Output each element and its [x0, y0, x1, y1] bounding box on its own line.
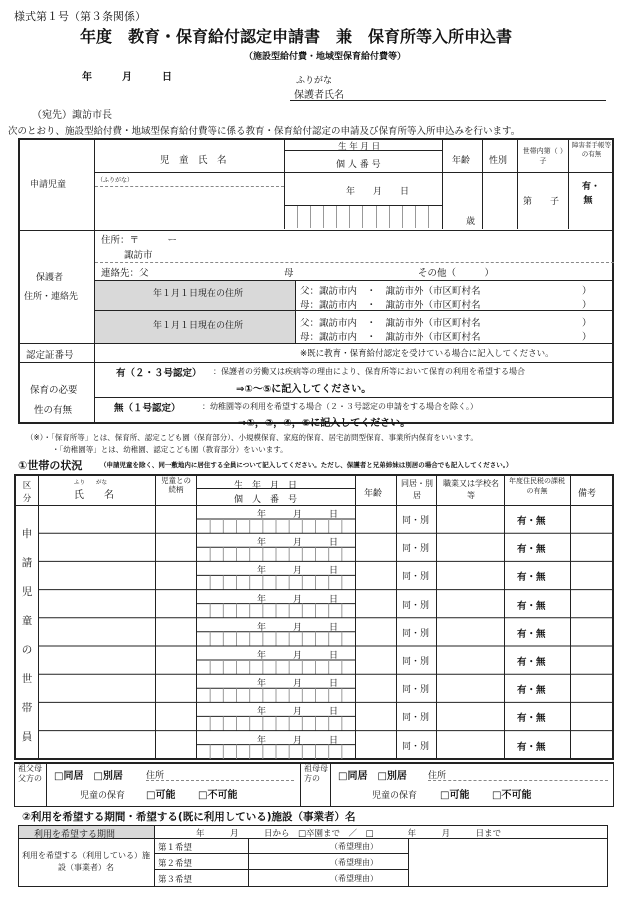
child-id-header: 個 人 番 号	[336, 160, 381, 170]
disability-header: 障害者手帳等の有無	[572, 141, 611, 158]
note-youchien: ・「幼稚園等」とは、幼稚園、認定こども園（教育部分）をいいます。	[52, 445, 288, 454]
row-cohabit[interactable]: 同・別	[402, 544, 430, 555]
grandf-address-field[interactable]	[146, 780, 294, 781]
household-heading-note: （申請児童を除く、同一敷地内に居住する全員について記入してください。ただし、保護者と兄弟姉妹は別居の場合でも記入してください。）	[100, 461, 513, 469]
facility-label: 利用を希望する（利用している）施設（事業者）名	[22, 851, 150, 872]
sex-header: 性別	[489, 156, 508, 166]
row-tax[interactable]: 有・無	[517, 685, 546, 697]
guardian-label: 保護者	[36, 273, 64, 283]
child-name-header: 児 童 氏 名	[160, 155, 227, 166]
jan1-address-label-2: 年１月１日現在の住所	[153, 321, 244, 331]
child-label: 申請児童	[30, 180, 67, 190]
row-cohabit[interactable]: 同・別	[402, 572, 430, 583]
col-job: 職業又は学校名等	[443, 479, 499, 500]
household-heading: ①世帯の状況	[18, 459, 83, 472]
age-unit: 歳	[466, 217, 476, 227]
cert-number-label: 認定証番号	[26, 350, 74, 361]
col-name-furigana: ふり がな	[74, 480, 108, 486]
address-label: 住所：〒 ー	[101, 235, 178, 246]
furigana-label: ふりがな	[296, 76, 333, 86]
row-birth-date[interactable]: 年 月 日	[257, 538, 339, 549]
table-row[interactable]	[39, 674, 614, 702]
col-birth: 生 年 月 日	[234, 481, 298, 491]
wish-2-reason[interactable]: （希望理由）	[330, 858, 378, 867]
grandf-cohabit-options[interactable]: □同居 □別居	[54, 771, 123, 782]
row-cohabit[interactable]: 同・別	[402, 685, 430, 696]
grandf-care-label: 児童の保育	[80, 791, 126, 801]
col-remarks: 備考	[578, 489, 597, 499]
table-row[interactable]	[39, 533, 614, 561]
wish-3-reason[interactable]: （希望理由）	[330, 874, 378, 883]
row-birth-date[interactable]: 年 月 日	[257, 510, 339, 520]
row-tax[interactable]: 有・無	[517, 572, 546, 584]
col-name: 氏 名	[74, 490, 114, 501]
col-relation: 児童との続柄	[161, 476, 191, 494]
table-row[interactable]	[39, 618, 614, 646]
grandf-care-yes[interactable]: □可能	[146, 790, 176, 801]
table-row[interactable]	[39, 702, 614, 730]
page-subtitle: （施設型給付費・地域型保育給付費等）	[244, 52, 407, 62]
paren-close-2: ）	[582, 300, 592, 311]
note-hoikusho: （※）・「保育所等」とは、保育所、認定こども園（保育部分）、小規模保育、家庭的保育、居宅訪問型保育、事業所内保育をいいます。	[26, 433, 478, 442]
row-birth-date[interactable]: 年 月 日	[257, 622, 339, 633]
row-cohabit[interactable]: 同・別	[402, 657, 430, 667]
period-value[interactable]: 年 月 日から □卒園まで ／ □ 年 月 日まで	[196, 829, 502, 839]
row-tax[interactable]: 有・無	[517, 544, 546, 556]
jan1-mother-address-2[interactable]: 母：諏訪市内 ・ 諏訪市外（市区町村名	[300, 332, 481, 343]
household-order-value[interactable]: 第 子	[523, 197, 560, 207]
usage-heading: ②利用を希望する期間・希望する(既に利用している)施設（事業者）名	[22, 811, 356, 823]
col-tax: 年度住民税の課税の有無	[509, 477, 565, 495]
row-tax[interactable]: 有・無	[517, 628, 546, 640]
wish-2-label: 第２希望	[158, 859, 193, 869]
household-order-header: 世帯内第（ ）子	[522, 147, 564, 165]
grandm-care-label: 児童の保育	[372, 791, 418, 801]
city-name: 諏訪市	[124, 250, 153, 261]
row-birth-date[interactable]: 年 月 日	[257, 707, 339, 718]
col-id: 個 人 番 号	[234, 495, 298, 505]
grandm-address-field[interactable]	[428, 780, 608, 781]
grandm-cohabit-options[interactable]: □同居 □別居	[338, 771, 407, 782]
necessity-yes-instruction: ⇒①～⑤に記入してください。	[236, 384, 372, 395]
guardian-contact-label: 住所・連絡先	[24, 292, 79, 302]
row-cohabit[interactable]: 同・別	[402, 713, 430, 724]
row-birth-date[interactable]: 年 月 日	[257, 735, 339, 746]
wish-3-label: 第３希望	[158, 875, 193, 885]
application-date: 年 月 日	[82, 72, 172, 83]
table-row[interactable]	[39, 561, 614, 589]
row-cohabit[interactable]: 同・別	[402, 600, 430, 611]
child-furigana-label: （ふりがな）	[97, 177, 134, 184]
grandm-care-yes[interactable]: □可能	[440, 790, 470, 801]
page-title: 年度 教育・保育給付認定申請書 兼 保育所等入所申込書	[80, 27, 513, 46]
grandf-care-no[interactable]: □不可能	[198, 790, 238, 801]
jan1-father-address-2[interactable]: 父：諏訪市内 ・ 諏訪市外（市区町村名	[300, 318, 481, 329]
row-birth-date[interactable]: 年 月 日	[257, 679, 339, 690]
row-birth-date[interactable]: 年 月 日	[257, 566, 339, 577]
age-header: 年齢	[452, 156, 471, 166]
necessity-no-title[interactable]: 無（１号認定）	[114, 403, 181, 414]
row-tax[interactable]: 有・無	[517, 713, 546, 725]
form-number: 様式第１号（第３条関係）	[14, 10, 146, 23]
contact-father-label: 連絡先：父	[101, 268, 149, 279]
row-tax[interactable]: 有・無	[517, 516, 546, 527]
necessity-yes-desc: ：保護者の労働又は疾病等の理由により、保育所等において保育の利用を希望する場合	[213, 367, 525, 376]
table-row[interactable]	[39, 505, 614, 533]
child-birth-fields[interactable]: 年 月 日	[346, 187, 410, 197]
paren-close-4: ）	[582, 332, 592, 343]
addressee: （宛先）諏訪市長	[32, 110, 112, 121]
jan1-mother-address[interactable]: 母：諏訪市内 ・ 諏訪市外（市区町村名	[300, 300, 481, 311]
row-tax[interactable]: 有・無	[517, 600, 546, 612]
col-cohabit: 同居・別居	[401, 479, 433, 500]
paren-close-3: ）	[582, 318, 592, 329]
necessity-label: 保育の必要	[30, 385, 78, 396]
row-tax[interactable]: 有・無	[517, 657, 546, 668]
row-birth-date[interactable]: 年 月 日	[257, 594, 339, 605]
wish-1-reason[interactable]: （希望理由）	[330, 842, 378, 851]
necessity-no-instruction: ⇒①，②，④，⑤に記入してください。	[238, 418, 411, 429]
household-side-label: 申請児童の世帯員	[21, 528, 33, 743]
table-row[interactable]	[39, 731, 614, 759]
col-kubun: 区分	[22, 481, 32, 504]
child-birth-header: 生 年 月 日	[338, 142, 381, 152]
row-birth-date[interactable]: 年 月 日	[257, 651, 339, 661]
paren-close-1: ）	[582, 286, 592, 297]
grandparents-mother-label: 祖母母方の	[304, 764, 328, 783]
intro-text: 次のとおり、施設型給付費・地域型保育給付費等に係る教育・保育給付認定の申請及び保育所等入所申込みを行います。	[8, 126, 521, 137]
row-cohabit[interactable]: 同・別	[402, 628, 430, 639]
grandparents-father-label: 祖父母父方の	[18, 764, 42, 783]
row-cohabit[interactable]: 同・別	[402, 516, 430, 526]
jan1-address-label: 年１月１日現在の住所	[153, 289, 244, 299]
grandm-care-no[interactable]: □不可能	[492, 790, 532, 801]
col-age: 年齢	[364, 489, 383, 499]
disability-value[interactable]: 有・無	[582, 182, 601, 206]
table-row[interactable]	[39, 646, 614, 674]
grandf-address-label: 住所	[146, 771, 165, 781]
necessity-yes-title[interactable]: 有（２・３号認定）	[116, 368, 202, 379]
period-label: 利用を希望する期間	[34, 830, 116, 840]
contact-other-label: その他（ ）	[418, 268, 495, 279]
cert-note: ※既に教育・保育給付認定を受けている場合に記入してください。	[300, 349, 554, 359]
wish-1-label: 第１希望	[158, 843, 193, 853]
row-cohabit[interactable]: 同・別	[402, 741, 430, 752]
jan1-father-address[interactable]: 父：諏訪市内 ・ 諏訪市外（市区町村名	[300, 286, 481, 297]
table-row[interactable]	[39, 590, 614, 618]
guardian-name-label: 保護者氏名	[294, 90, 344, 101]
necessity-label-2: 性の有無	[34, 405, 73, 416]
grandm-address-label: 住所	[428, 771, 447, 781]
contact-mother-label: 母	[284, 268, 294, 279]
row-tax[interactable]: 有・無	[517, 741, 546, 753]
necessity-no-desc: ：幼稚園等の利用を希望する場合（２・３号認定の申請をする場合を除く。）	[202, 402, 478, 411]
